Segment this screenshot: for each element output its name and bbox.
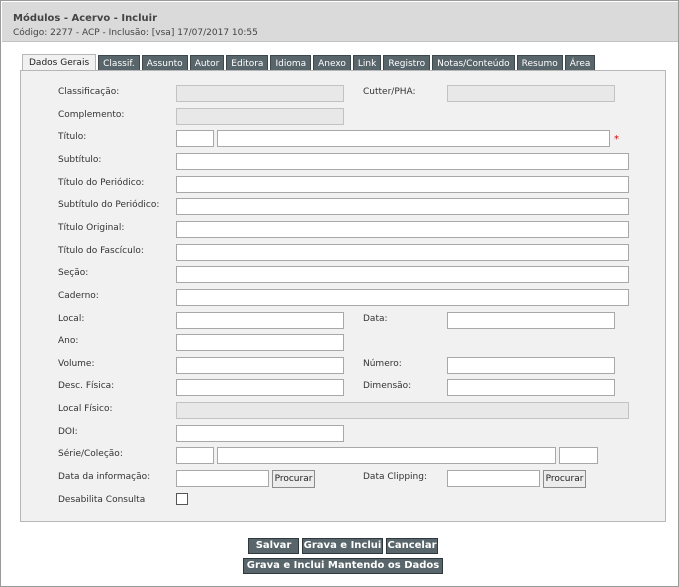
classificacao-label: Classificação: [58,87,120,97]
tab-registro[interactable]: Registro [383,55,430,71]
caderno-label: Caderno: [58,291,99,301]
titulo-original-label: Título Original: [58,223,125,233]
data-input[interactable] [447,312,615,329]
tab-assunto[interactable]: Assunto [142,55,188,71]
secao-label: Seção: [58,268,89,278]
titulo-label: Título: [58,132,87,142]
ano-input[interactable] [176,334,344,351]
dimensao-label: Dimensão: [363,381,412,391]
procurar-data-clipping-button[interactable]: Procurar [543,470,586,488]
classificacao-field [176,85,344,102]
subtitulo-periodico-label: Subtítulo do Periódico: [58,200,160,210]
tab-resumo[interactable]: Resumo [517,55,563,71]
title-bar [2,2,678,42]
subtitulo-periodico-input[interactable] [176,198,629,215]
tab-autor[interactable]: Autor [190,55,225,71]
local-fisico-field [176,402,629,419]
doi-input[interactable] [176,425,344,442]
cutter-label: Cutter/PHA: [363,87,416,97]
desc-fisica-label: Desc. Física: [58,381,115,391]
record-info: Código: 2277 - ACP - Inclusão: [vsa] 17/07/2017 10:55 [13,28,258,38]
serie-colecao-input[interactable] [217,447,556,464]
titulo-input[interactable] [217,130,610,147]
procurar-data-informacao-button[interactable]: Procurar [272,470,315,488]
data-clipping-input[interactable] [447,470,540,487]
tab-notas-conteudo[interactable]: Notas/Conteúdo [432,55,515,71]
salvar-button[interactable]: Salvar [248,538,299,554]
subtitulo-input[interactable] [176,153,629,170]
tab-editora[interactable]: Editora [226,55,268,71]
data-clipping-label: Data Clipping: [363,472,428,482]
tab-classif[interactable]: Classif. [98,55,140,71]
tab-anexo[interactable]: Anexo [313,55,351,71]
volume-input[interactable] [176,357,344,374]
dimensao-input[interactable] [447,379,615,396]
tab-bar [22,54,597,71]
desc-fisica-input[interactable] [176,379,344,396]
complemento-field [176,108,344,125]
cutter-field [447,85,615,102]
numero-input[interactable] [447,357,615,374]
titulo-article-input[interactable] [176,130,214,147]
volume-label: Volume: [58,359,95,369]
titulo-periodico-input[interactable] [176,176,629,193]
grava-inclui-button[interactable]: Grava e Inclui [302,538,383,554]
numero-label: Número: [363,359,402,369]
cancelar-button[interactable]: Cancelar [386,538,438,554]
doi-label: DOI: [58,427,78,437]
titulo-periodico-label: Título do Periódico: [58,178,145,188]
page-title: Módulos - Acervo - Incluir [13,13,158,24]
desabilita-consulta-checkbox[interactable] [176,493,188,505]
local-input[interactable] [176,312,344,329]
tab-link[interactable]: Link [353,55,381,71]
serie-code-input[interactable] [176,447,214,464]
secao-input[interactable] [176,266,629,283]
caderno-input[interactable] [176,289,629,306]
titulo-fasciculo-label: Título do Fascículo: [58,246,144,256]
titulo-original-input[interactable] [176,221,629,238]
serie-colecao-label: Série/Coleção: [58,449,123,459]
complemento-label: Complemento: [58,110,125,120]
grava-inclui-mantendo-button[interactable]: Grava e Inclui Mantendo os Dados [243,558,443,574]
local-label: Local: [58,314,85,324]
serie-numero-input[interactable] [559,447,598,464]
local-fisico-label: Local Físico: [58,404,113,414]
desabilita-consulta-label: Desabilita Consulta [58,495,146,505]
subtitulo-label: Subtítulo: [58,155,102,165]
data-informacao-input[interactable] [176,470,269,487]
data-informacao-label: Data da informação: [58,472,151,482]
required-marker: * [614,134,619,145]
titulo-fasciculo-input[interactable] [176,244,629,261]
data-label: Data: [363,314,388,324]
tab-dados-gerais[interactable]: Dados Gerais [22,54,96,71]
ano-label: Ano: [58,336,79,346]
tab-idioma[interactable]: Idioma [270,55,311,71]
tab-area[interactable]: Área [565,55,596,71]
